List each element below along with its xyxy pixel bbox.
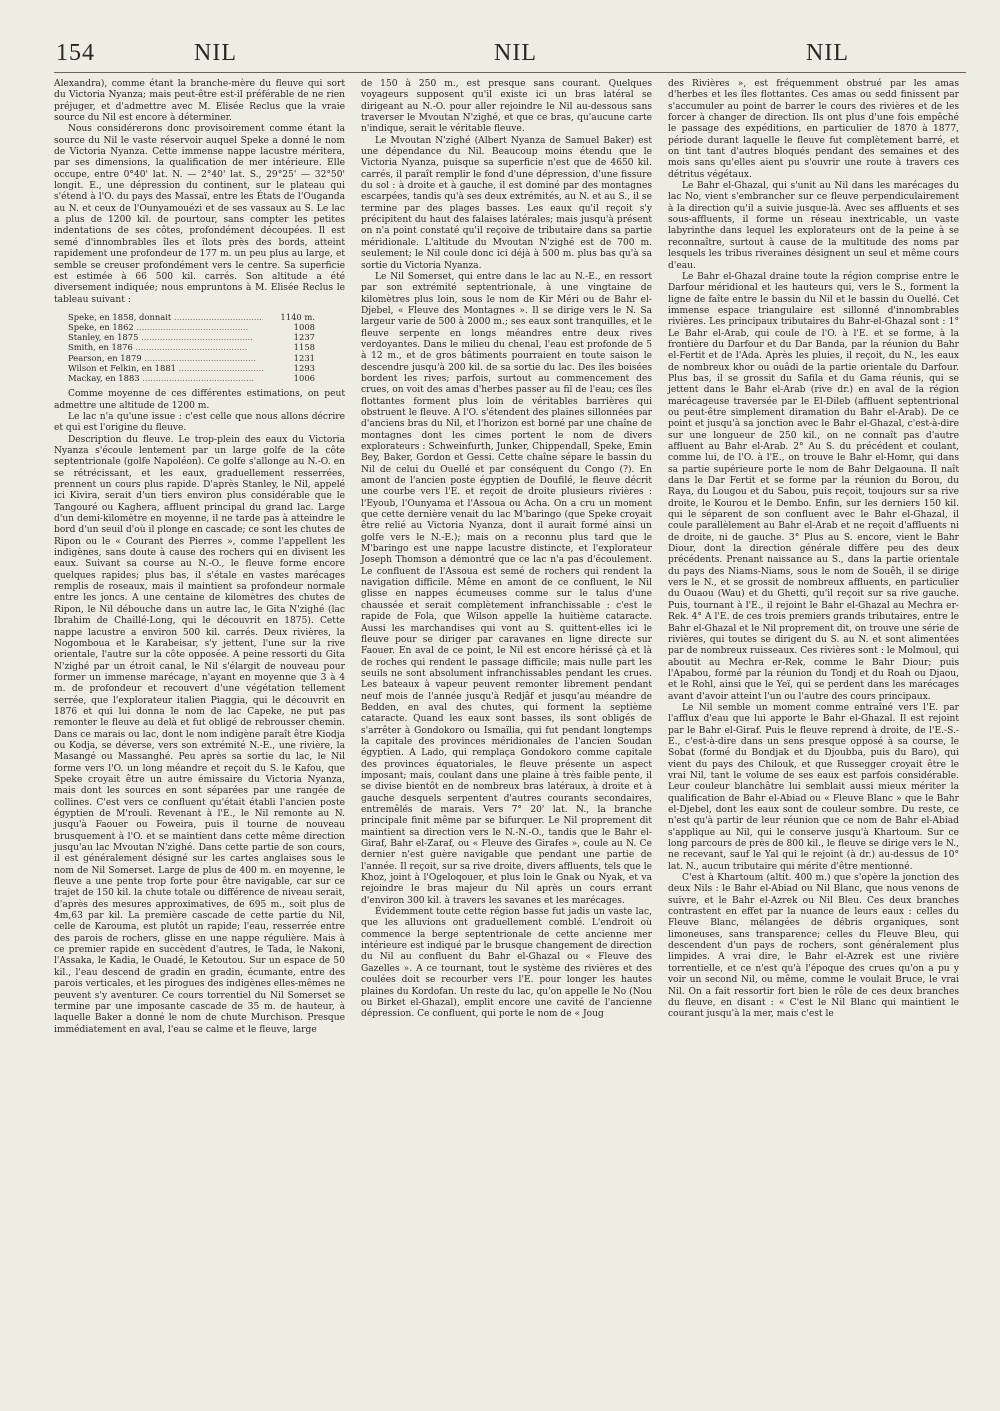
table-row (68, 332, 345, 342)
paragraph: Évidemment toute cette région basse fut jadis un vaste lac, que les alluvions ont graduellement comblé. L'endroit où commence la berge septentrionale de cette ancienne mer intérieure est indiqué par le brusque changement de direction du Nil au confluent du Bahr el-Ghazal ou « Fleuve des Gazelles ». A ce tournant, tout le système des rivières et des coulées doit se recourber vers l'E. pour longer les hautes plaines du Kordofan. Un reste du lac, qu'on appelle le No (Nou ou Birket el-Ghazal), emplit encore une cavité de l'ancienne dépression. Ce confluent, qui porte le nom de « Joug (361, 907, 652, 1020)
table-cell-value: 1008 (293, 322, 315, 333)
page-number: 154 (56, 40, 95, 66)
table-row (68, 373, 345, 383)
paragraph: Le Mvoutan N'zighé (Albert Nyanza de Samuel Baker) est une dépendance du Nil. Beaucoup moins étendu que le Victoria Nyanza, puisque sa superficie n'est que de 4650 kil. carrés, il paraît remplir le fond d'une dépression, d'une fissure du sol : à droite et à gauche, il est dominé par des montagnes escarpées, tandis qu'à ses deux extrémités, au N. et au S., il se termine par des plages basses. Les eaux qu'il reçoit s'y précipitent du haut des falaises latérales; mais jusqu'à présent on n'a point constaté qu'il reçoive de tributaire dans sa partie méridionale. L'altitude du Mvoutan N'zighé est de 700 m. seulement; le Nil coule donc ici déjà à 500 m. plus bas qu'à sa sortie du Victoria Nyanza. (361, 135, 652, 271)
table-cell-name: Pearson, en 1879 ..... (68, 353, 263, 363)
table-cell-value: 1140 m. (280, 311, 315, 322)
headword-center: NIL (494, 40, 537, 66)
paragraph: Nous considérerons donc provisoirement comme étant la source du Nil le vaste réservoir auquel Speke a donné le nom de Victoria Nyanza. Cette immense nappe lacustre méritera, par ses dimensions, la qualification de mer intérieure. Elle occupe, entre 0°40' lat. N. — 2°40' lat. S., 29°25' — 32°50' longit. E., une dépression du continent, sur le plateau qui s'étend à l'O. du pays des Massaï, entre les États de l'Ouganda au N. et ceux de l'Ounyamouézi et de ses vassaux au S. Le lac a plus de 1200 kil. de pourtour, sans compter les petites indentations de ses côtes, profondément découpées. Il est semé d'innombrables îles et îlots près des bords, atteint rapidement une profondeur de 177 m. un peu plus au large, et semble se creuser profondément vers le centre. Sa superficie est estimée à 66 500 kil. carrés. Son altitude a été diversement indiquée; nous empruntons à M. Elisée Reclus le tableau suivant : (54, 124, 345, 305)
paragraph: Description du fleuve. Le trop-plein des eaux du Victoria Nyanza s'écoule lentement par un large golfe de la côte septentrionale (golfe Napoléon). Ce golfe s'allonge au N.-O. en se rétrécissant, et les eaux, graduellement resserrées, prennent un cours plus rapide. D'après Stanley, le Nil, appelé ici Kivira, serait d'un tiers environ plus considérable que le Tangouré ou Kaghera, affluent principal du grand lac. Large d'un demi-kilomètre en moyenne, il ne tarde pas à atteindre le bord d'un seuil d'où il plonge en cascade; ce sont les chutes de Ripon ou le « Courant des Pierres », comme l'appellent les indigènes, sans doute à cause des rochers qui en divisent les eaux. Suivant sa course au N.-O., le fleuve forme encore quelques rapides; plus bas, il s'étale en vastes marécages remplis de roseaux, mais il maintient sa profondeur normale entre les joncs. A une centaine de kilomètres des chutes de Ripon, le Nil débouche dans un autre lac, le Gita N'zighé (lac Ibrahim de Chaillé-Long, qui le découvrit en 1875). Cette nappe lacustre a environ 500 kil. carrés. Deux rivières, la Nogomboua et le Karabeisar, s'y jettent, l'une sur la rive orientale, l'autre sur la côte opposée. A peine ressorti du Gita N'zighé par un étroit canal, le Nil s'élargit de nouveau pour former un immense marécage, n'ayant en moyenne que 3 à 4 m. de profondeur et recouvert d'une végétation tellement serrée, que l'explorateur italien Piaggia, qui le découvrit en 1876 et qui lui donna le nom de lac Capeke, ne put pas remonter le fleuve au delà et fut obligé de rebrousser chemin. Dans ce marais ou lac, dont le nom indigène paraît être Kiodja ou Kodja, se déverse, vers son extrémité N.-E., une rivière, la Masangé ou Massanghé. Peu après sa sortie du lac, le Nil forme vers l'O. un long méandre et reçoit du S. le Kafou, que Speke croyait être un autre émissaire du Victoria Nyanza, mais dont les sources en sont séparées par une rangée de collines. C'est vers ce confluent qu'était établi l'ancien poste égyptien de M'rouli. Revenant à l'E., le Nil remonte au N. jusqu'à Faouer ou Foweira, puis il tourne de nouveau brusquement à l'O. et se maintient dans cette même direction jusqu'au lac Mvoutan N'zighé. Dans cette partie de son cours, il est généralement désigné sur les cartes anglaises sous le nom de Nil Somerset. Large de plus de 400 m. en moyenne, le fleuve a une pente trop forte pour être navigable, car sur ce trajet de 150 kil. la chute totale ou différence de niveau serait, d'après des mesures approximatives, de 695 m., soit plus de 4m,63 par kil. La première cascade de cette partie du Nil, celle de Karouma, est plutôt un rapide; l'eau, resserrée entre des parois de rochers, glisse en une nappe régulière. Mais à ce premier rapide en succèdent d'autres, le Tada, le Nakoni, l'Assaka, le Kadia, le Ouadé, le Ketoutou. Sur un espace de 50 kil., l'eau descend de gradin en gradin, écumante, entre des parois verticales, et les pirogues des indigènes elles-mêmes ne peuvent s'y aventurer. Ce cours torrentiel du Nil Somerset se termine par une imposante cascade de 35 m. de hauteur, à laquelle Baker a donné le nom de chute Murchison. Presque immédiatement en aval, l'eau se calme et le fleuve, large (54, 434, 345, 1035)
table-cell-name: Wilson et Felkin, en 1881 ..... (68, 363, 263, 373)
table-cell-value: 1158 (293, 342, 315, 353)
table-cell-name: Mackay, en 1883 ..... (68, 373, 263, 383)
column-left (54, 79, 345, 1036)
table-cell-value: 1237 (293, 332, 315, 343)
paragraph: Le Bahr el-Ghazal, qui s'unit au Nil dans les marécages du lac No, vient s'embrancher sur ce fleuve perpendiculairement à la direction qu'il a suivie jusque-là. Avec ses affluents et ses sous-affluents, il forme un réseau inextricable, un vaste labyrinthe dans lequel les explorateurs ont de la peine à se reconnaître, surtout à cause de la multitude des noms par lesquels les tribus riveraines désignent un seul et même cours d'eau. (668, 181, 959, 271)
table-cell-value: 1293 (293, 362, 315, 373)
headword-right: NIL (806, 40, 849, 66)
table-cell-value: 1231 (293, 352, 315, 363)
table-cell-value: 1006 (293, 373, 315, 384)
table-row (68, 322, 345, 332)
table-cell-name: Speke, en 1862 ..... (68, 322, 263, 332)
column-middle (361, 79, 652, 1036)
paragraph: Le Nil semble un moment comme entraîné vers l'E. par l'afflux d'eau que lui apporte le Bahr el-Ghazal. Il est rejoint par le Bahr el-Giraf. Puis le fleuve reprend à droite, de l'E.-S.-E., c'est-à-dire dans un sens presque opposé à sa course, le Sobat (formé du Bondjak et du Djoubba, puis du Baro), qui vient du pays des Chilouk, et que Russegger croyait être le vrai Nil, tant le volume de ses eaux est parfois considérable. Leur couleur blanchâtre lui semblait aussi mieux mériter la qualification de Bahr el-Abiad ou « Fleuve Blanc » que le Bahr el-Djebel, dont les eaux sont de couleur sombre. Du reste, ce n'est qu'à partir de leur réunion que ce nom de Bahr el-Abiad s'applique au Nil, qui le conserve jusqu'à Khartoum. Sur ce long parcours de près de 800 kil., le fleuve se dirige vers le N., ne recevant, sauf le Yal qui le rejoint (à dr.) au-dessus de 10° lat. N., aucun tributaire qui mérite d'être mentionné. (668, 702, 959, 872)
running-header (54, 38, 966, 73)
table-cell-name: Smith, en 1876 ..... (68, 342, 263, 352)
table-row (68, 353, 345, 363)
table-row (68, 342, 345, 352)
table-row (68, 312, 345, 322)
paragraph: des Rivières », est fréquemment obstrué par les amas d'herbes et les îles flottantes. Ces amas ou sedd finissent par s'accumuler au point de barrer le cours des rivières et de les forcer à changer de direction. Ils ont plus d'une fois empêché le passage des expéditions, en particulier de 1870 à 1877, période durant laquelle le fleuve fut complètement barré, et on tint tant d'autres bloqués pendant des semaines et des mois sans qu'elles aient pu s'ouvrir une route à travers ces détritus végétaux. (668, 79, 959, 180)
headword-left: NIL (194, 40, 237, 66)
paragraph: C'est à Khartoum (altit. 400 m.) que s'opère la jonction des deux Nils : le Bahr el-Abiad ou Nil Blanc, que nous venons de suivre, et le Bahr el-Azrek ou Nil Bleu. Ces deux branches contrastent en effet par la nuance de leurs eaux : celles du Fleuve Blanc, mélangées de débris organiques, sont limoneuses, sans transparence; celles du Fleuve Bleu, qui descendent d'un pays de rochers, sont généralement plus limpides. A vrai dire, le Bahr el-Azrek est une rivière torrentielle, et ce n'est qu'à l'époque des crues qu'on a pu y voir un second Nil, ou même, comme le voulait Bruce, le vrai Nil. On a fait ressortir fort bien le rôle de ces deux branches du fleuve, en disant : « C'est le Nil Blanc qui maintient le courant jusqu'à la mer, mais c'est le (668, 873, 959, 1020)
paragraph: Alexandra), comme étant la branche-mère du fleuve qui sort du Victoria Nyanza; mais peut-être est-il préférable de ne rien préjuger, et d'admettre avec M. Elisée Reclus que la vraie source du Nil est encore à déterminer. (54, 79, 345, 124)
paragraph: Le Nil Somerset, qui entre dans le lac au N.-E., en ressort par son extrémité septentrionale, à une vingtaine de kilomètres plus loin, sous le nom de Kir Méri ou de Bahr el-Djebel, « Fleuve des Montagnes ». Il se dirige vers le N. Sa largeur varie de 500 à 2000 m.; ses eaux sont tranquilles, et le fleuve serpente en longs méandres entre deux rives verdoyantes. Dans le milieu du chenal, l'eau est profonde de 5 à 12 m., et de gros bâtiments pourraient en toute saison le descendre jusqu'à 200 kil. de sa sortie du lac. Des îles boisées bordent les rives; parfois, surtout au commencement des crues, on voit des amas d'herbes passer au fil de l'eau; ces îles flottantes forment plus loin de véritables barrières qui obstruent le fleuve. A l'O. s'étendent des plaines sillonnées par d'anciens bras du Nil, et l'horizon est borné par une chaîne de montagnes dont les cimes portent le nom de divers explorateurs : Schweinfurth, Junker, Chippendall, Speke, Emin Bey, Baker, Gordon et Gessi. Cette chaîne sépare le bassin du Nil de celui du Ouellé et par conséquent du Congo (?). En amont de l'ancien poste égyptien de Doufilé, le fleuve décrit une courbe vers l'E. et reçoit de droite plusieurs rivières : l'Eyoub, l'Ounyama et l'Assoua ou Acha. On a cru un moment que cette dernière venait du lac M'baringo (que Speke croyait être relié au Victoria Nyanza, dont il aurait formé ainsi un golfe vers le N.-E.); mais on a reconnu plus tard que le M'baringo est une nappe lacustre distincte, et l'explorateur Joseph Thomson a démontré que ce lac n'a pas d'écoulement. Le confluent de l'Assoua est semé de rochers qui rendent la navigation difficile. Même en amont de ce confluent, le Nil glisse en nappes écumeuses comme sur le talus d'une chaussée et serait complètement infranchissable : c'est le rapide de Fola, que Wilson appelle la huitième cataracte. Aussi les marchandises qui vont au S. quittent-elles ici le fleuve pour se diriger par caravanes en ligne directe sur Faouer. En aval de ce point, le Nil est encore hérissé çà et là de roches qui rendent le passage difficile; mais nulle part les seuils ne sont absolument infranchissables pendant les crues. Les bateaux à vapeur peuvent remonter librement pendant neuf mois de l'année jusqu'à Redjâf et jusqu'au méandre de Bedden, en aval des chutes, qui forment la septième cataracte. Quand les eaux sont basses, ils sont obligés de s'arrêter à Gondokoro ou Ismaïlia, qui fut pendant longtemps la capitale des provinces méridionales de l'ancien Soudan égyptien. A Lado, qui remplaça Gondokoro comme capitale des provinces équatoriales, le fleuve présente un aspect imposant; mais, coulant dans une plaine à très faible pente, il se divise bientôt en de nombreux bras latéraux, à droite et à gauche desquels serpentent d'autres courants secondaires, entremêlés de marais. Vers 7° 20' lat. N., la branche principale finit même par se bifurquer. Le Nil proprement dit maintient sa direction vers le N.-N.-O., tandis que le Bahr el-Giraf, Bahr el-Zaraf, ou « Fleuve des Girafes », coule au N. Ce dernier n'est guère navigable que pendant une partie de l'année. Il reçoit, sur sa rive droite, divers affluents, tels que le Khoz, joint à l'Ogeloqouer, et plus loin le Gnak ou Nyak, et va rejoindre le bras majeur du Nil après un cours errant d'environ 300 kil. à travers les savanes et les marécages. (361, 271, 652, 906)
altitude-table (68, 312, 345, 383)
column-right (668, 79, 959, 1036)
paragraph: Comme moyenne de ces différentes estimations, on peut admettre une altitude de 1200 m. (54, 389, 345, 411)
table-cell-name: Stanley, en 1875 ..... (68, 332, 263, 342)
paragraph: Le Bahr el-Ghazal draine toute la région comprise entre le Darfour méridional et les hauteurs qui, vers le S., forment la ligne de faîte entre le bassin du Nil et le bassin du Ouellé. Cet immense espace triangulaire est sillonné d'innombrables rivières. Les principaux tributaires du Bahr-el-Ghazal sont : 1° Le Bahr el-Arab, qui coule de l'O. à l'E. et se forme, à la frontière du Darfour et du Dar Banda, par la réunion du Bahr el-Fertit et de l'Ada. Après les pluies, il reçoit, du N., les eaux de nombreux khor ou ouâdi de la partie orientale du Darfour. Plus bas, il se grossit du Safila et du Gama réunis, qui se jettent dans le Bahr el-Arab (rive dr.) en aval de la région marécageuse traversée par le El-Dileb (affluent septentrional ou peut-être simplement diramation du Bahr el-Arab). De ce point et jusqu'à sa jonction avec le Bahr el-Ghazal, c'est-à-dire sur une longueur de 250 kil., on ne connaît pas d'autre affluent au Bahr el-Arab. 2° Au S. du précédent et coulant, comme lui, de l'O. à l'E., on trouve le Bahr el-Homr, qui dans sa partie supérieure porte le nom de Bahr Delgaouna. Il naît dans le Dar Fertit et se forme par la réunion du Borou, du Raya, du Lougou et du Sabou, puis reçoit, toujours sur sa rive droite, le Kourou et le Dembo. Enfin, sur les derniers 150 kil. qui le séparent de son confluent avec le Bahr el-Ghazal, il coule parallèlement au Bahr el-Arab et ne reçoit d'affluents ni de droite, ni de gauche. 3° Plus au S. encore, vient le Bahr Diour, dont la direction générale diffère peu des deux précédents. Prenant naissance au S., dans la partie orientale du pays des Niams-Niams, sous le nom de Souêh, il se dirige vers le N., et se grossit de nombreux affluents, en particulier du Ouaou (Wau) et du Ghetti, qu'il reçoit sur sa rive gauche. Puis, tournant à l'E., il rejoint le Bahr el-Ghazal au Mechra er-Rek. 4° A l'E. de ces trois premiers grands tributaires, entre le Bahr el-Ghazal et le Nil proprement dit, on trouve une série de rivières, qui toutes se dirigent du S. au N. et sont alimentées par de nombreux ruisseaux. Ces rivières sont : le Molmoul, qui aboutit au Mechra er-Rek, comme le Bahr Diour; puis l'Apabou, formé par la réunion du Tondj et du Roah ou Djaou, et le Rohl, ainsi que le Yeï, qui se perdent dans les marécages avant d'avoir atteint l'un ou l'autre des cours principaux. (668, 271, 959, 702)
table-cell-name: Speke, en 1858, donnait ..... (68, 312, 263, 322)
paragraph: Le lac n'a qu'une issue : c'est celle que nous allons décrire et qui est l'origine du fleuve. (54, 411, 345, 434)
table-row (68, 363, 345, 373)
text-columns (54, 79, 966, 1036)
paragraph: de 150 à 250 m., est presque sans courant. Quelques voyageurs supposent qu'il existe ici un bras latéral se dirigeant au N.-O. pour aller rejoindre le Nil au-dessous sans traverser le Mvoutan N'zighé, et que ce bras, qu'aucune carte n'indique, serait le véritable fleuve. (361, 79, 652, 135)
